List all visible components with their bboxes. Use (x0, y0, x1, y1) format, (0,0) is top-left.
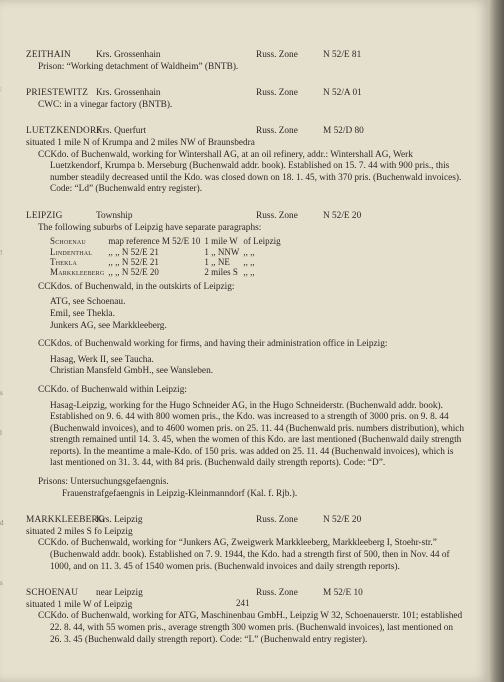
entry-header-zeithain (26, 50, 466, 62)
entry-line: CCKdos. of Buchenwald working for firms, and having their administration office in Leipzig: (38, 339, 388, 350)
table-cell: Lindenthal (50, 246, 93, 257)
table-cell: ,, ,, (243, 267, 255, 278)
map-reference: N 52/A 01 (323, 88, 362, 99)
table-cell: 1 mile W (204, 236, 238, 247)
suburbs-table (50, 236, 285, 278)
situated-line: situated 2 miles S fo Leipzig (26, 526, 133, 537)
entry-line: CCKdos. of Buchenwald, in the outskirts of Leipzig: (38, 281, 235, 292)
list-item: Junkers AG, see Markkleeberg. (50, 320, 167, 331)
table-cell: of Leipzig (243, 236, 281, 247)
zone: Russ. Zone (256, 210, 298, 221)
table-cell: ,, ,, N 52/E 20 (108, 267, 159, 278)
table-cell: map reference M 52/E 10 (108, 236, 201, 247)
list-item: Emil, see Thekla. (50, 308, 115, 319)
margin-bleed-mark: s (0, 580, 3, 587)
district: Krs. Grossenhain (96, 88, 161, 99)
book-page-edge (490, 0, 504, 682)
entry-line: The following suburbs of Leipzig have separate paragraphs: (38, 222, 262, 233)
list-item: ATG, see Schoenau. (50, 297, 126, 308)
table-row (50, 247, 285, 257)
margin-bleed-mark: s (0, 390, 3, 397)
entry-paragraph: CCKdo. of Buchenwald, working for ATG, Maschinenbau GmbH., Leipzig W 32, Schoenauerstr. 101; established 22. 8. 44, with 55 women pris., average strength 300 women pris. (Buchenwald invoices), last mentioned on 26. 3. 45 (Buchenwald daily strength report). Code: “L” (Buchenwald entry register). (38, 611, 463, 645)
district: Township (96, 210, 133, 221)
table-cell: ,, ,, N 52/E 21 (108, 246, 159, 257)
place-name: LEIPZIG (26, 210, 63, 221)
zone: Russ. Zone (256, 588, 298, 599)
map-reference: M 52/E 10 (323, 588, 363, 599)
table-row (50, 236, 285, 246)
place-name: MARKKLEEBERG (26, 515, 105, 526)
table-row (50, 267, 285, 277)
zone: Russ. Zone (256, 515, 298, 526)
entry-header-luetzkendorf (26, 126, 466, 138)
margin-bleed-mark: d (0, 520, 4, 527)
page-content (26, 50, 466, 646)
entry-header-priestewitz (26, 88, 466, 100)
table-cell: ,, ,, (243, 246, 255, 257)
map-reference: N 52/E 81 (323, 50, 362, 60)
entry-paragraph: CCKdo. of Buchenwald, working for “Junkers AG, Zweigwerk Markkleeberg, Markkleeberg I, Stoehr-str.” (Buchenwald addr. book). Established on 7. 9. 1944, the Kdo. had a strength first of 500, then in Nov. 44 of 1000, and on 11. 3. 45 of 1540 women pris. (Buchenwald invoices and daily strength reports). (38, 538, 450, 572)
district: Krs. Querfurt (96, 126, 147, 137)
table-row (50, 257, 285, 267)
situated-line: situated 1 mile N of Krumpa and 2 miles NW of Braunsbedra (26, 137, 255, 148)
entry-paragraph: CCKdo. of Buchenwald, working for Wintershall AG, at an oil refinery, addr.: Wintershall AG, Werk Luetzkendorf, Krumpa b. Merseburg (Buchenwald addr. book). Established on 15. 7. 44 with 900 pris., this number steadily decreased until the Kdo. was closed down on 18. 1. 45, with 370 pris. (Buchenwald invoices). Code: “Ld” (Buchenwald entry register). (38, 149, 462, 195)
list-item: Hasag, Werk II, see Taucha. (50, 354, 154, 365)
district: Krs. Grossenhain (96, 50, 161, 60)
margin-bleed-mark: ! (0, 250, 3, 257)
district: near Leipzig (96, 588, 143, 599)
entry-header-leipzig (26, 211, 466, 223)
table-cell: 2 miles S (204, 267, 238, 278)
entry-line: Prisons: Untersuchungsgefaengnis. (38, 477, 169, 488)
table-cell: Markkleeberg (50, 267, 105, 278)
entry-line: CWC: in a vinegar factory (BNTB). (38, 99, 173, 110)
map-reference: M 52/D 80 (323, 126, 364, 137)
page-number: 241 (236, 598, 250, 608)
entry-line: Prison: “Working detachment of Waldheim” (BNTB). (38, 61, 239, 72)
zone: Russ. Zone (256, 50, 298, 60)
entry-line: CCKdo. of Buchenwald within Leipzig: (38, 384, 187, 395)
map-reference: N 52/E 20 (323, 210, 362, 221)
place-name: LUETZKENDORF (26, 126, 102, 137)
entry-line: Frauenstrafgefaengnis in Leipzig-Kleinmanndorf (Kal. f. Rjb.). (62, 488, 298, 499)
entry-paragraph: Hasag-Leipzig, working for the Hugo Schneider AG, in the Hugo Schneiderstr. (Buchenwald addr. book). Established on 9. 6. 44 with 800 women pris., the Kdo. was increased to a strength of 3000 pris. on 9. 8. 44 (Buchenwald invoices), and to 4600 women pris. on 25. 11. 44 (Buchenwald pris. numbers distribution), which strength remained until 14. 3. 45, when the women of this Kdo. are last mentioned (Buchenwald daily strength reports). In the meantime a male-Kdo. of 150 pris. was added on 25. 11. 44 (Buchenwald invoices), which is last mentioned on 31. 3. 44, with 84 pris. (Buchenwald daily strength reports). Code: “D”. (50, 400, 465, 469)
table-cell: Schoenau (50, 236, 86, 247)
table-cell: 1 ,, NE (204, 256, 230, 267)
table-cell: 1 ,, NNW (204, 246, 240, 257)
margin-bleed-mark: l (0, 430, 2, 437)
place-name: SCHOENAU (26, 588, 79, 599)
place-name: ZEITHAIN (26, 50, 71, 60)
list-item: Christian Mansfeld GmbH., see Wansleben. (50, 366, 214, 377)
margin-bleed-mark: : (0, 86, 2, 93)
zone: Russ. Zone (256, 88, 298, 99)
map-reference: N 52/E 20 (323, 515, 362, 526)
situated-line: situated 1 mile W of Leipzig (26, 599, 133, 610)
entry-header-markkleeberg (26, 515, 466, 527)
zone: Russ. Zone (256, 126, 298, 137)
table-cell: ,, ,, N 52/E 21 (108, 256, 159, 267)
table-cell: Thekla (50, 256, 78, 267)
place-name: PRIESTEWITZ (26, 88, 89, 99)
district: Krs. Leipzig (96, 515, 143, 526)
table-cell: ,, ,, (243, 256, 255, 267)
